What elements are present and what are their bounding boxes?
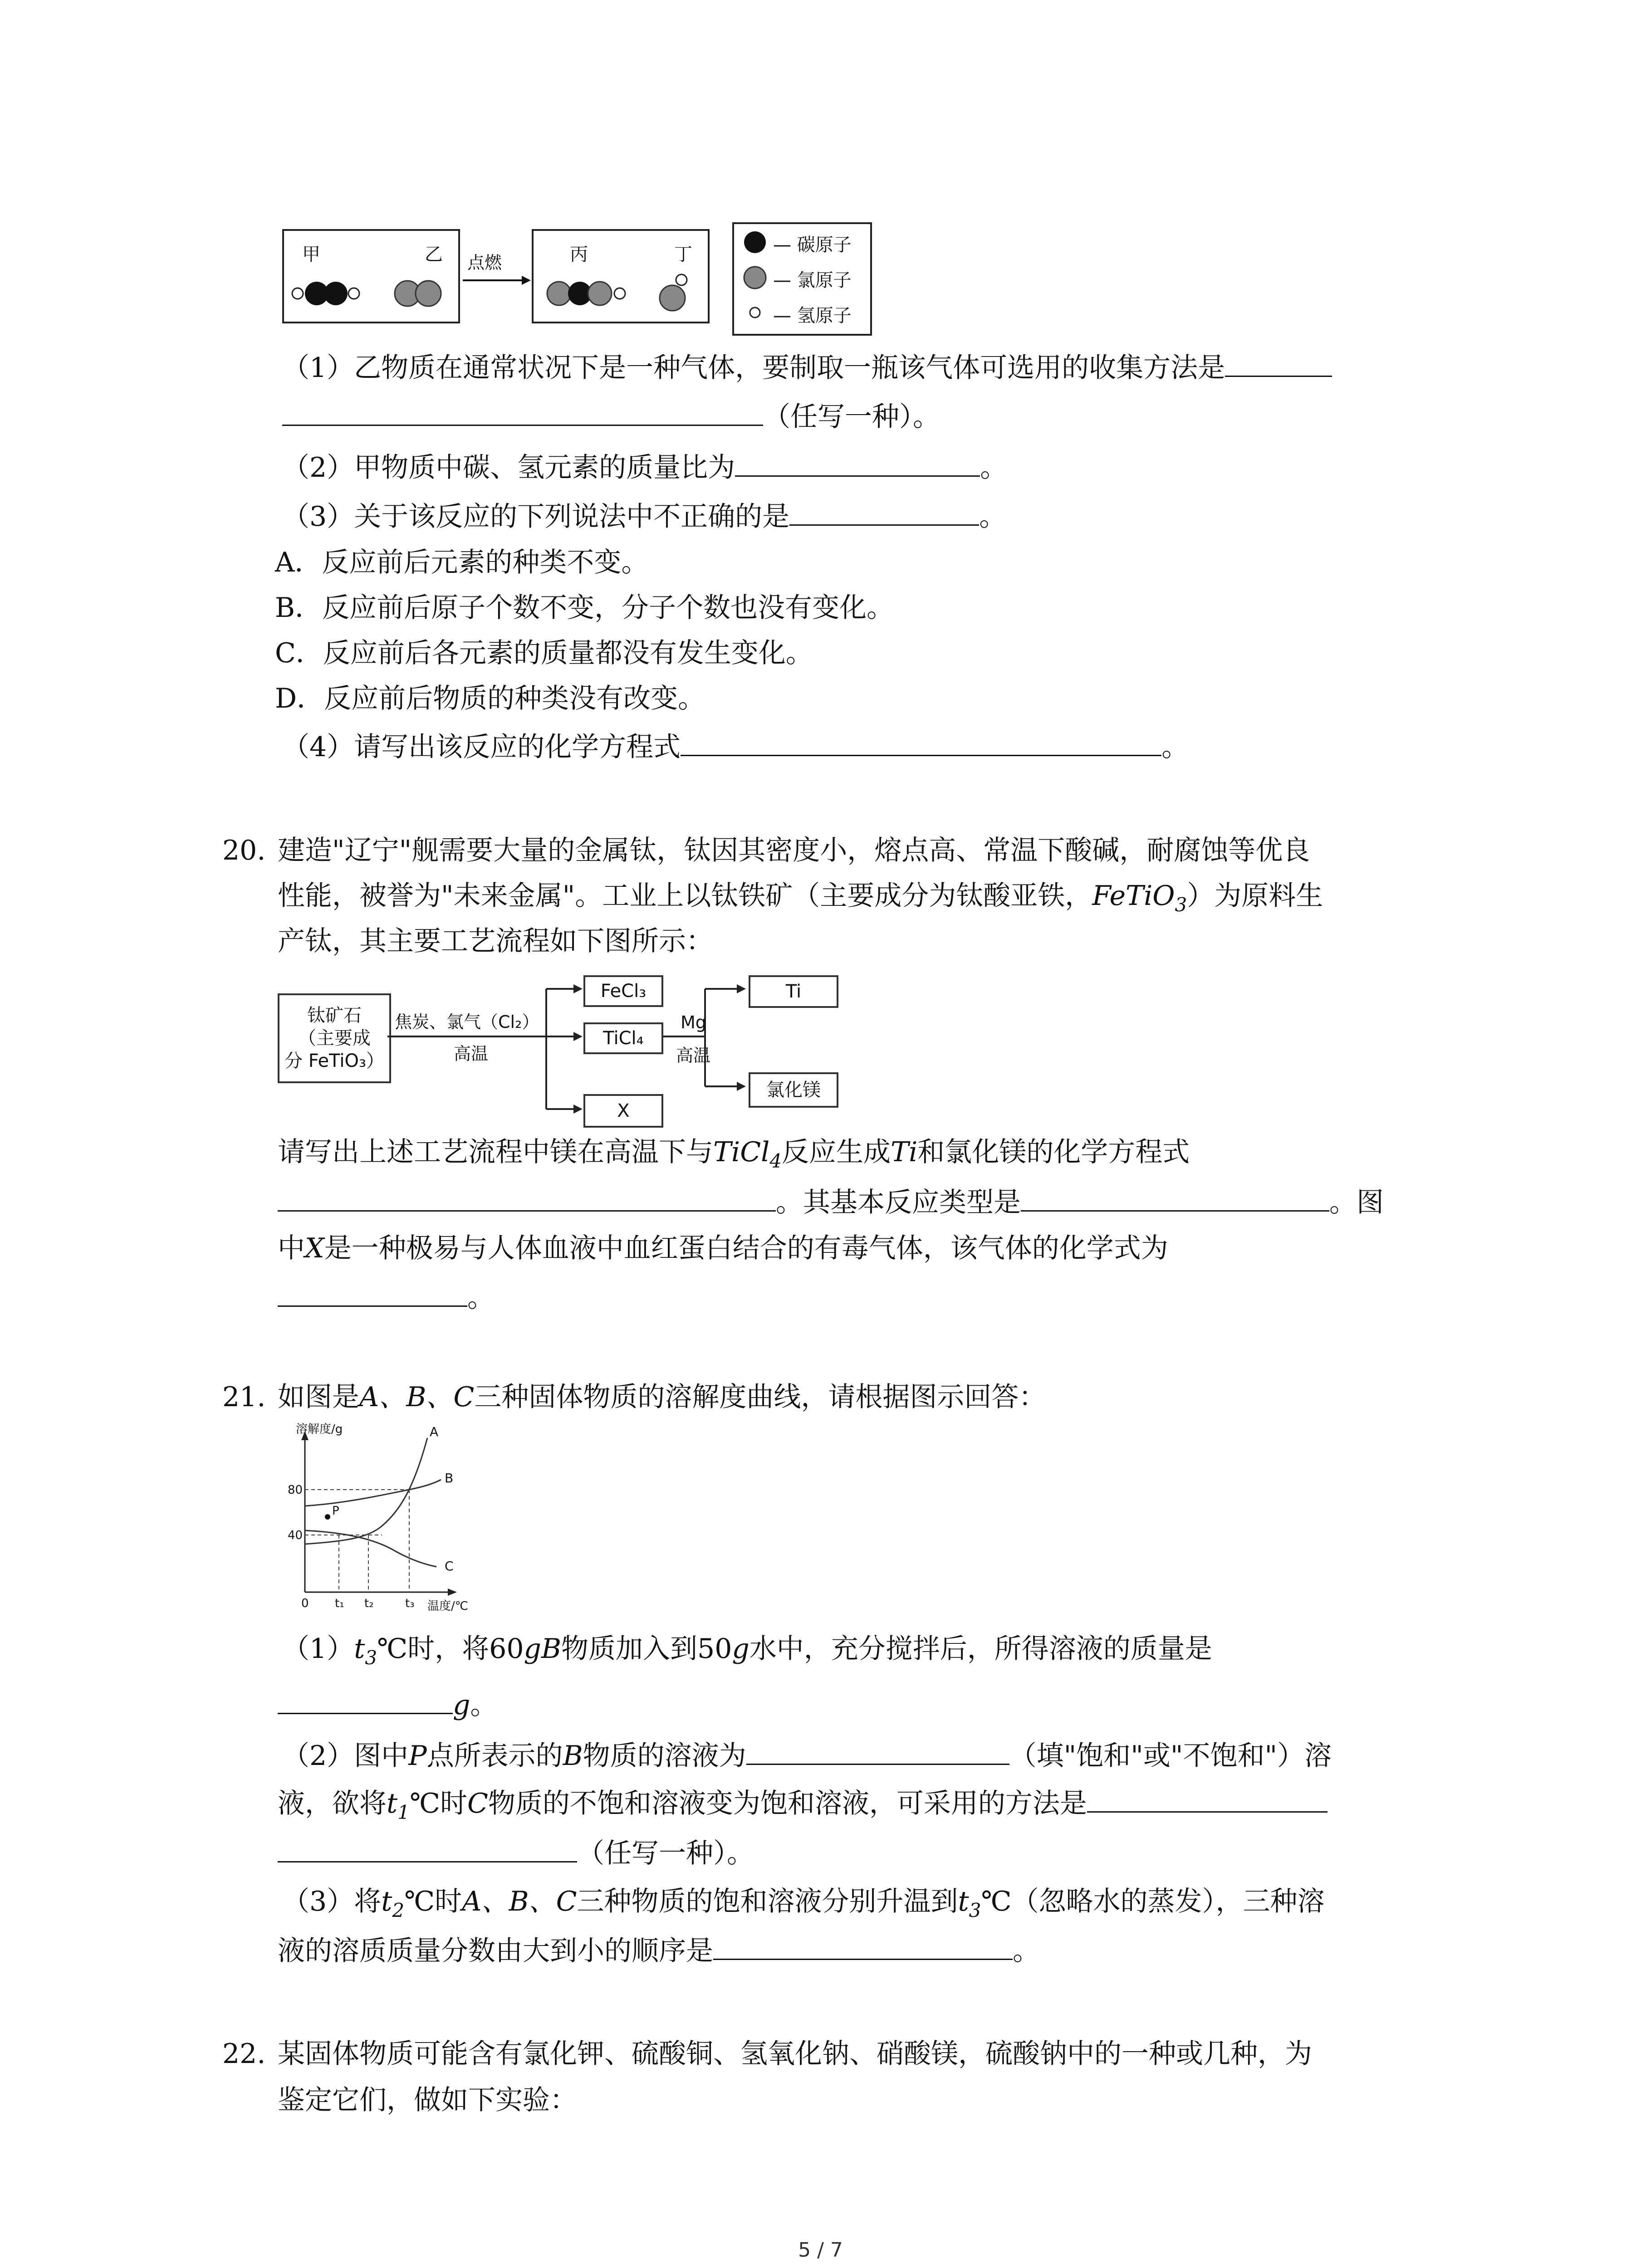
q21-part2-text5: ℃时 <box>409 1788 467 1819</box>
q21-part2-b: B <box>563 1740 583 1772</box>
product-ding-label: 丁 <box>674 244 692 265</box>
chart-tick-t3: t₃ <box>405 1597 415 1610</box>
chart-tick-80: 80 <box>288 1483 303 1497</box>
q21-part1-line2 <box>278 1686 497 1723</box>
products-box <box>532 229 710 323</box>
mgcl2-box: 氯化镁 <box>749 1072 838 1108</box>
ignite-label: 点燃 <box>467 253 502 273</box>
q21-part2-start: （2）图中 <box>282 1740 409 1772</box>
curve-c-label: C <box>445 1559 454 1574</box>
q20-formula-blank[interactable] <box>278 1279 467 1307</box>
q20-line2 <box>278 878 1323 923</box>
q20-ticl4-sub: 4 <box>769 1150 782 1172</box>
q21-part3-t3: t <box>958 1886 969 1917</box>
curve-c <box>305 1530 436 1567</box>
q21-abc: A、B、C <box>359 1381 475 1413</box>
curve-b-label: B <box>445 1471 454 1486</box>
chart-tick-t2: t₂ <box>364 1597 374 1610</box>
curve-b <box>305 1480 441 1506</box>
q19-option-b: B．反应前后原子个数不变，分子个数也没有变化。 <box>275 592 894 624</box>
curve-a-label: A <box>430 1424 439 1439</box>
chart-tick-40: 40 <box>288 1529 303 1542</box>
q20-line5-text: 。其基本反应类型是 <box>776 1187 1021 1218</box>
q20-line1: 建造"辽宁"舰需要大量的金属钛，钛因其密度小，熔点高、常温下酸碱，耐腐蚀等优良 <box>278 835 1310 866</box>
ore-line2: （主要成 <box>298 1028 371 1049</box>
q21-part2-blank-a[interactable] <box>746 1737 1009 1765</box>
q21-part1-blank[interactable] <box>278 1686 453 1714</box>
q21-part2-text3: （填"饱和"或"不饱和"）溶 <box>1009 1740 1332 1772</box>
x-box: X <box>583 1094 663 1128</box>
q19-part1-text: （1）乙物质在通常状况下是一种气体，要制取一瓶该气体可选用的收集方法是 <box>282 352 1225 384</box>
q21-part3-t-sub: 2 <box>392 1899 405 1921</box>
arrow2-reagent: Mg <box>681 1012 706 1032</box>
q19-part1-line2 <box>282 398 940 435</box>
q21-part1-g2: g <box>732 1633 749 1665</box>
ore-box <box>278 993 391 1083</box>
q20-line6 <box>278 1230 1168 1266</box>
solubility-chart <box>278 1420 486 1619</box>
q19-part3-blank[interactable] <box>789 498 979 526</box>
ti-box: Ti <box>749 975 838 1008</box>
arrow1-reagent: 焦炭、氯气（Cl₂） <box>395 1012 539 1032</box>
legend-box <box>732 222 872 336</box>
q19-option-a: A．反应前后元素的种类不变。 <box>275 547 649 578</box>
q21-part1-t: t <box>354 1633 365 1665</box>
q21-part2-t: t <box>387 1788 398 1819</box>
arrow1-condition: 高温 <box>454 1044 489 1064</box>
q21-part1-end: 。 <box>470 1689 498 1721</box>
q21-part1-text1: ℃时，将60 <box>377 1633 524 1665</box>
q21-number: 21. <box>222 1381 266 1413</box>
q21-part1-b: B <box>541 1633 562 1665</box>
q20-line6-start: 中 <box>278 1232 305 1264</box>
q19-part2-text: （2）甲物质中碳、氢元素的质量比为 <box>282 452 735 484</box>
q19-part4-suffix: 。 <box>1161 731 1189 763</box>
legend-carbon: — 碳原子 <box>773 235 852 255</box>
q20-formula-sub: 3 <box>1175 894 1187 916</box>
reactants-box <box>282 229 460 323</box>
q19-part2-blank[interactable] <box>735 449 980 477</box>
q19-part1-blank-a[interactable] <box>1225 349 1332 377</box>
q21-line1-text: 三种固体物质的溶解度曲线，请根据图示回答： <box>474 1381 1046 1413</box>
q21-part3-abc: A、B、C <box>462 1886 577 1917</box>
q20-line4-end: 和氯化镁的化学方程式 <box>917 1136 1190 1168</box>
q21-part3-t: t <box>381 1886 392 1917</box>
q21-part3-t3-sub: 3 <box>969 1899 981 1921</box>
q20-line3: 产钛，其主要工艺流程如下图所示： <box>278 925 713 957</box>
q21-part2-text4: 液，欲将 <box>278 1788 387 1819</box>
q19-part4-text: （4）请写出该反应的化学方程式 <box>282 731 681 763</box>
reactant-molecules-icon <box>284 231 458 322</box>
q21-part3-line1 <box>282 1883 1325 1929</box>
q19-part1-blank-b[interactable] <box>282 398 763 426</box>
q21-part3-line2 <box>278 1932 1040 1969</box>
page-number: 5 / 7 <box>798 2239 843 2262</box>
chart-tick-0: 0 <box>301 1597 309 1610</box>
q20-line5 <box>278 1184 1384 1221</box>
q21-part3-text4: 液的溶质质量分数由大到小的顺序是 <box>278 1935 713 1967</box>
q21-part1-t-sub: 3 <box>365 1647 377 1669</box>
q21-part3-start: （3）将 <box>282 1886 382 1917</box>
q21-part3-text2: 三种物质的饱和溶液分别升温到 <box>577 1886 958 1917</box>
q19-part4-blank[interactable] <box>681 728 1161 756</box>
fecl3-box: FeCl₃ <box>583 975 663 1007</box>
reactant-jia-label: 甲 <box>302 244 320 265</box>
q21-part1-unit: g <box>453 1689 470 1721</box>
q20-line4-mid: 反应生成 <box>782 1136 891 1168</box>
q20-line4-text: 请写出上述工艺流程中镁在高温下与 <box>278 1136 713 1168</box>
q21-part2-text6: 物质的不饱和溶液变为饱和溶液，可采用的方法是 <box>488 1788 1087 1819</box>
reactant-yi-label: 乙 <box>425 244 443 265</box>
q20-line7-end: 。 <box>467 1282 495 1314</box>
q21-line1-start: 如图是 <box>278 1381 359 1413</box>
q20-formula: FeTiO <box>1092 880 1175 912</box>
q21-part1-start: （1） <box>282 1633 354 1665</box>
q21-part2-blank-b[interactable] <box>1087 1785 1327 1813</box>
q20-ti: Ti <box>891 1136 918 1168</box>
point-p-label: P <box>332 1504 339 1518</box>
ticl4-box: TiCl₄ <box>583 1022 663 1054</box>
q20-equation-blank[interactable] <box>278 1184 776 1212</box>
q22-number: 22. <box>222 2038 266 2070</box>
ore-line1: 钛矿石 <box>307 1005 362 1026</box>
q19-option-d: D．反应前后物质的种类没有改变。 <box>275 683 705 714</box>
legend-chlorine: — 氯原子 <box>773 270 852 291</box>
q20-line5-end: 。图 <box>1329 1187 1384 1218</box>
chart-xlabel: 温度/℃ <box>427 1599 468 1613</box>
q19-part3-line <box>282 498 1006 535</box>
chart-ylabel: 溶解度/g <box>296 1422 343 1436</box>
q20-line4 <box>278 1134 1190 1179</box>
product-molecules-icon <box>534 231 708 322</box>
q21-part2-line2 <box>278 1785 1327 1831</box>
q21-part1-text2: 物质加入到50 <box>561 1633 732 1665</box>
q20-ticl4: TiCl <box>713 1136 770 1168</box>
q19-part1-line1 <box>282 349 1332 386</box>
q21-part3-blank[interactable] <box>713 1932 1013 1960</box>
arrow2-condition: 高温 <box>676 1046 711 1066</box>
q22-line2: 鉴定它们，做如下实验： <box>278 2084 577 2116</box>
q20-line7 <box>278 1279 495 1316</box>
q20-line2-text: 性能，被誉为"未来金属"。工业上以钛铁矿（主要成分为钛酸亚铁， <box>278 880 1092 912</box>
q20-reaction-type-blank[interactable] <box>1021 1184 1329 1212</box>
q19-part3-suffix: 。 <box>979 501 1007 533</box>
q21-line1 <box>278 1379 1046 1415</box>
q21-part2-text2: 物质的溶液为 <box>583 1740 746 1772</box>
q21-part2-text7: （任写一种）。 <box>577 1838 754 1869</box>
product-bing-label: 丙 <box>570 244 588 265</box>
q19-part1-suffix: （任写一种）。 <box>763 401 940 433</box>
q21-part2-text1: 点所表示的 <box>426 1740 563 1772</box>
chart-tick-t1: t₁ <box>335 1597 344 1610</box>
q21-part3-text1: ℃时 <box>404 1886 462 1917</box>
q21-part2-c: C <box>467 1788 488 1819</box>
q19-part2-suffix: 。 <box>980 452 1008 484</box>
point-p <box>325 1514 330 1520</box>
legend-hydrogen: — 氢原子 <box>773 305 852 326</box>
q19-part4-line <box>282 728 1189 765</box>
ore-line3: 分 FeTiO₃） <box>284 1051 384 1071</box>
q19-option-c: C．反应前后各元素的质量都没有发生变化。 <box>275 637 813 669</box>
q20-x: X <box>305 1232 324 1264</box>
q21-part2-p: P <box>408 1740 427 1772</box>
q20-line2-end: ）为原料生 <box>1187 880 1323 912</box>
q21-part3-end: 。 <box>1013 1935 1040 1967</box>
q21-part2-t-sub: 1 <box>397 1801 410 1823</box>
q21-part2-line3 <box>278 1835 754 1872</box>
q22-line1: 某固体物质可能含有氯化钾、硫酸铜、氢氧化钠、硝酸镁，硫酸钠中的一种或几种，为 <box>278 2038 1312 2070</box>
q21-part1-text3: 水中，充分搅拌后，所得溶液的质量是 <box>749 1633 1212 1665</box>
q20-number: 20. <box>222 835 266 866</box>
q20-line6-text: 是一种极易与人体血液中血红蛋白结合的有毒气体，该气体的化学式为 <box>324 1232 1168 1264</box>
solubility-curves <box>278 1420 486 1619</box>
q21-part2-line1 <box>282 1737 1332 1774</box>
q21-part2-blank-c[interactable] <box>278 1835 577 1862</box>
q21-part1-g: g <box>524 1633 541 1665</box>
q19-part2-line <box>282 449 1007 486</box>
q21-part1-line1 <box>282 1631 1212 1676</box>
q21-part3-text3: ℃（忽略水的蒸发），三种溶 <box>981 1886 1325 1917</box>
q19-part3-text: （3）关于该反应的下列说法中不正确的是 <box>282 501 790 533</box>
